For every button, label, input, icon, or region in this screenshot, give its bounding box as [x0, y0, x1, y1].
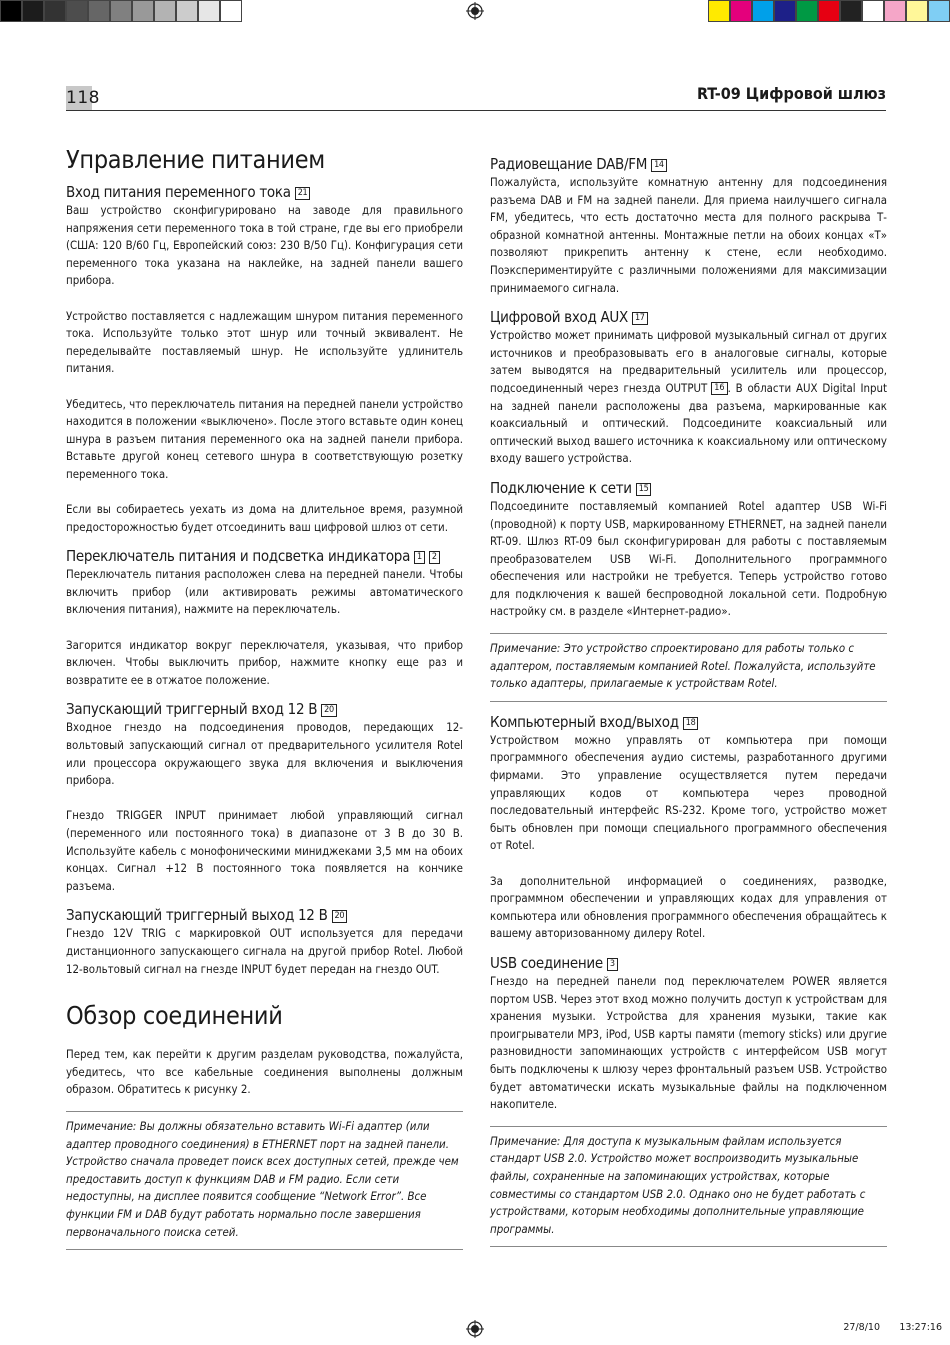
color-swatch — [862, 0, 884, 22]
gray-swatch — [110, 0, 132, 22]
ref-number-box: 21 — [295, 187, 311, 200]
paragraph — [490, 327, 887, 468]
paragraph-part: Устройство может принимать цифровой музыкальный сигнал от других источников и преобразовывать его в аналоговые сигналы, которые затем выводятся на предварительный усилитель или процессор, подсоединенный через гнезда OUTPUT — [490, 328, 887, 395]
subheading-text: Компьютерный вход/выход — [490, 712, 679, 731]
ref-number-box: 1 — [414, 551, 425, 564]
section-heading-connections: Обзор соединений — [66, 1001, 283, 1031]
paragraph: Ваш устройство сконфигурировано на заводе для правильного напряжения сети переменного тока в той стране, где вы его приобрели (США: 120 В/60 Гц, Европейский союз: 230 В/50 Гц). Конфигурация сети переменного тока указана на наклейке, на задней панели вашего прибора. — [66, 203, 463, 288]
ref-number-box: 17 — [632, 312, 648, 325]
color-swatch — [796, 0, 818, 22]
note-box — [490, 1126, 887, 1248]
paragraph: Пожалуйста, используйте комнатную антенну для подсоединения разъема DAB и FM на задней панели. Для приема наилучшего сигнала FM, убедитесь, что есть достаточно места для полного раскрыва Т-образной комнатной антенны. Монтажные петли на обоих концах «Т» позволяют прикрепить антенну к стене, если необходимо. Поэкспериментируйте с различными положениями для максимизации принимаемого сигнала. — [490, 175, 887, 295]
color-swatch — [884, 0, 906, 22]
left-column — [66, 144, 463, 1250]
subheading-text: Вход питания переменного тока — [66, 183, 291, 201]
color-swatch — [752, 0, 774, 22]
print-date: 27/8/10 — [843, 1322, 880, 1333]
color-swatch — [818, 0, 840, 22]
paragraph: Загорится индикатор вокруг переключателя, указывая, что прибор включен. Чтобы выключить прибор, нажмите кнопку еще раз и возвратите ее в отжатое положение. — [66, 637, 463, 687]
registration-mark-top — [466, 2, 484, 20]
gray-swatch — [66, 0, 88, 22]
note-box — [66, 1111, 463, 1250]
subheading-computer-io — [490, 712, 887, 732]
paragraph: Если вы собираетесь уехать из дома на длительное время, разумной предосторожностью будет отсоединить ваш цифровой шлюз от сети. — [66, 502, 463, 534]
header-rule — [66, 110, 886, 111]
registration-mark-bottom — [466, 1320, 484, 1338]
ref-number-box: 2 — [429, 551, 440, 564]
color-swatch — [774, 0, 796, 22]
gray-swatch — [22, 0, 44, 22]
gray-swatch — [220, 0, 242, 22]
note-box — [490, 633, 887, 702]
ref-number-box: 3 — [607, 958, 618, 971]
paragraph: Перед тем, как перейти к другим разделам руководства, пожалуйста, убедитесь, что все кабельные соединения выполнены должным образом. Обратитесь к рисунку 2. — [66, 1047, 463, 1097]
color-swatch — [730, 0, 752, 22]
section-heading-power: Управление питанием — [66, 145, 325, 174]
ref-number-box: 16 — [711, 382, 727, 395]
paragraph: Гнездо TRIGGER INPUT принимает любой управляющий сигнал (переменного или постоянного тока) в диапазоне от 3 В до 30 В. Используйте кабель с монофоническими миниджеками 3,5 мм на обоих концах. Сигнал +12 В постоянного тока появляется на кончике разъема. — [66, 808, 463, 893]
document-title: RT-09 Цифровой шлюз — [696, 84, 886, 103]
color-swatch — [840, 0, 862, 22]
paragraph: Входное гнездо на подсоединения проводов, передающих 12-вольтовый запускающий сигнал от предварительного усилителя Rotel или процессора окружающего звука для включения и выключения прибора. — [66, 720, 463, 788]
note-text: Примечание: Вы должны обязательно вставить Wi-Fi адаптер (или адаптер проводного соединения) в ETHERNET порт на задней панели. Устройство сначала проведет поиск всех доступных сетей, прежде чем предоставить доступ к функциям DAB и FM радио. Если сети недоступны, на дисплее появится сообщение “Network Error”. Все функции FM и DAB будут работать нормально после завершения первоначального поиска сетей. — [66, 1118, 459, 1239]
paragraph: Гнездо 12V TRIG с маркировкой OUT используется для передачи дистанционного запускающего сигнала на другой прибор Rotel. Любой 12-вольтовый сигнал на гнезде INPUT будет передан на гнездо OUT. — [66, 926, 463, 976]
gray-swatch — [88, 0, 110, 22]
subheading-text: Запускающий триггерный выход 12 В — [66, 906, 328, 925]
ref-number-box: 20 — [332, 910, 348, 923]
note-text: Примечание: Для доступа к музыкальным файлам используется стандарт USB 2.0. Устройство может воспроизводить музыкальные файлы, сохраненные на запоминающих устройствах, которые совместимы со стандартом USB 2.0. Однако оно не будет работать с устройствами, которым необходимы дополнительные управляющие программы. — [490, 1133, 866, 1236]
paragraph: Убедитесь, что переключатель питания на передней панели устройство находится в положении «выключено». После этого вставьте один конец шнура в разъем питания переменного ока на задней панели прибора. Вставьте другой конец сетевого шнура в соответствующую розетку переменного тока. — [66, 396, 463, 481]
color-calibration-bar — [708, 0, 950, 22]
note-text: Примечание: Это устройство спроектировано для работы только с адаптером, поставляемым компанией Rotel. Пожалуйста, используйте только адаптеры, прилагаемые к устройствам Rotel. — [490, 641, 876, 691]
gray-swatch — [44, 0, 66, 22]
subheading-text: USB соединение — [490, 953, 603, 972]
paragraph: Переключатель питания расположен слева на передней панели. Чтобы включить прибор (или активировать режимы автоматического включения питания), нажмите на переключатель. — [66, 567, 463, 617]
subheading-power-switch — [66, 546, 463, 566]
ref-number-box: 18 — [683, 717, 699, 730]
paragraph-part: . В области AUX Digital Input на задней панели расположены два разъема, маркированные как коаксиальный и оптический. Подсоедините коаксиальный или оптический выход вашего источника к коаксиальному или оптическому входу вашего устройства. — [490, 380, 887, 466]
subheading-usb — [490, 953, 887, 973]
subheading-text: Подключение к сети — [490, 478, 632, 497]
gray-swatch — [154, 0, 176, 22]
ref-number-box: 14 — [651, 159, 667, 172]
paragraph: Гнездо на передней панели под переключателем POWER является портом USB. Через этот вход можно получить доступ к устройствам для хранения музыки. Устройства для хранения музыки, такие как проигрыватели MP3, iPod, USB карты памяти (memory sticks) или другие разновидности запоминающих устройств с интерфейсом USB могут быть подключены к шлюзу через фронтальный разъем USB. Устройство будет автоматически искать музыкальные файлы на подключенном накопителе. — [490, 973, 887, 1112]
subheading-ac-input — [66, 182, 463, 202]
color-swatch — [928, 0, 950, 22]
ref-number-box: 15 — [636, 483, 652, 496]
subheading-trigger-output — [66, 905, 463, 925]
color-swatch — [708, 0, 730, 22]
subheading-text: Радиовещание DAB/FM — [490, 155, 648, 173]
paragraph: Устройство поставляется с надлежащим шнуром питания переменного тока. Используйте только этот шнур или точный эквивалент. Не переделывайте поставляемый шнур. Не используйте удлинитель питания. — [66, 308, 463, 376]
gray-swatch — [176, 0, 198, 22]
right-column — [490, 144, 887, 1247]
paragraph: Устройством можно управлять от компьютера при помощи программного обеспечения аудио системы, разработанного другими фирмами. Это управление осуществляется путем передачи управляющих кодов от компьютера через проводной последовательный интерфейс RS-232. Кроме того, устройство может быть обновлен при помощи специального программного обеспечения от Rotel. — [490, 732, 887, 853]
grayscale-calibration-bar — [0, 0, 242, 22]
paragraph: Подсоедините поставляемый компанией Rotel адаптер USB Wi-Fi (проводной) к порту USB, маркированному ETHERNET, на задней панели RT-09. Шлюз RT-09 был сконфигурирован для работы с поставляемым преобразователем USB Wi-Fi. Дополнительного программного обеспечения или настройки не требуется. Теперь устройство готово для подключения к вашей беспроводной локальной сети. Подробную настройку см. в разделе «Интернет-радио». — [490, 498, 887, 619]
gray-swatch — [0, 0, 22, 22]
subheading-network — [490, 478, 887, 498]
page-number: 118 — [66, 88, 100, 108]
subheading-text: Переключатель питания и подсветка индикатора — [66, 547, 411, 566]
subheading-trigger-input — [66, 699, 463, 719]
print-time: 13:27:16 — [899, 1322, 942, 1333]
ref-number-box: 20 — [321, 704, 337, 717]
subheading-text: Цифровой вход AUX — [490, 308, 628, 327]
gray-swatch — [198, 0, 220, 22]
subheading-text: Запускающий триггерный вход 12 В — [66, 700, 318, 719]
gray-swatch — [132, 0, 154, 22]
subheading-digital-aux — [490, 307, 887, 327]
paragraph: За дополнительной информацией о соединениях, разводке, программном обеспечении и управляющих кодах для управления от компьютера или обновления программного обеспечения обращайтесь к вашему авторизованному дилеру Rotel. — [490, 873, 887, 941]
color-swatch — [906, 0, 928, 22]
subheading-dab-fm — [490, 154, 887, 174]
